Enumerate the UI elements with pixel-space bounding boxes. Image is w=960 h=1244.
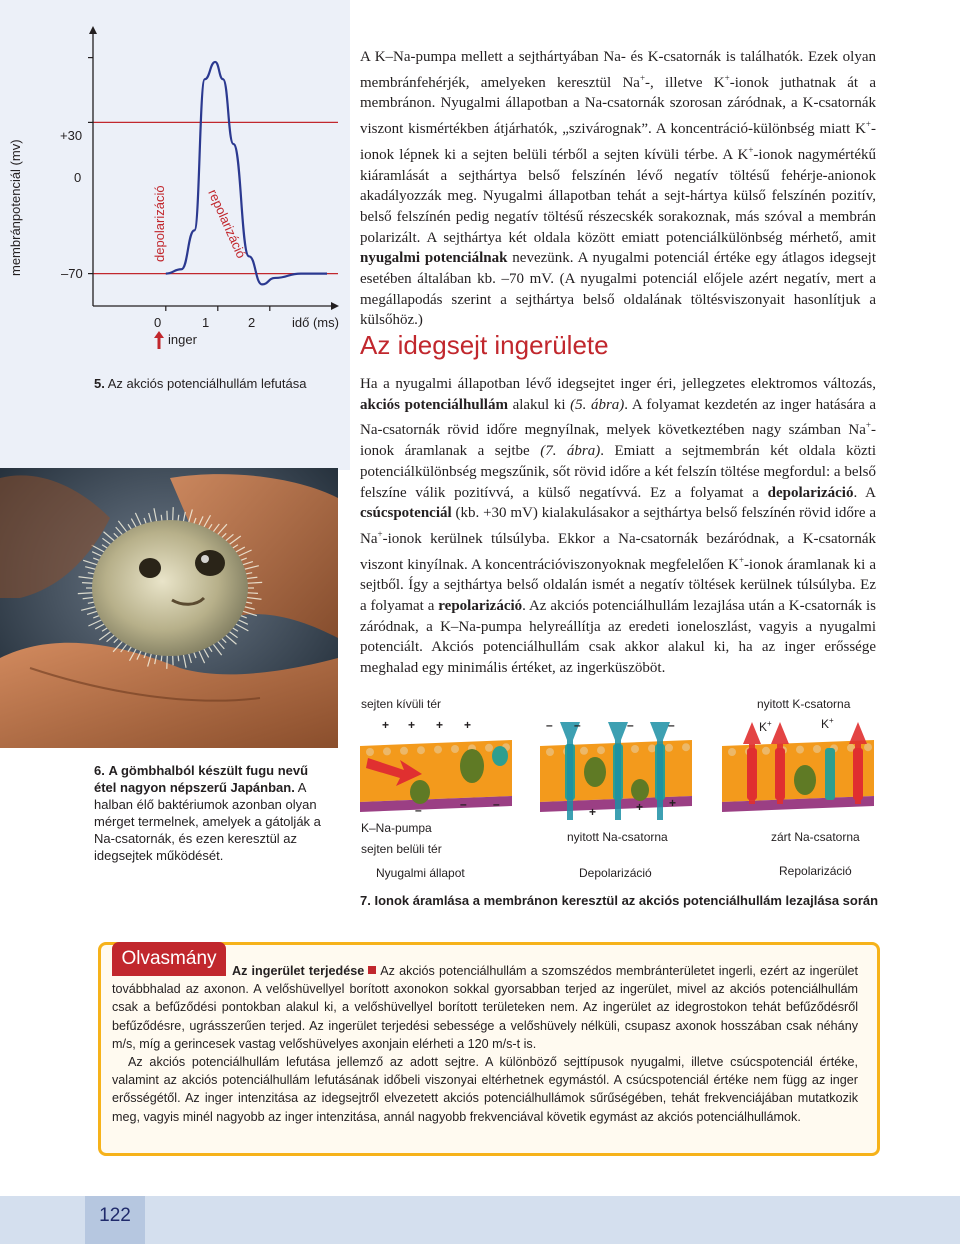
depolarization-label: depolarizáció bbox=[152, 185, 167, 262]
inside-space-label: sejten belüli tér bbox=[361, 842, 442, 856]
intro-paragraph: A K–Na-pumpa mellett a sejthártyában Na- és K-csatornák is találhatók. Ezek olyan membránfehérjék, amelyeken keresztül Na+-, illetve K+-ionok juthatnak át a membránon. Nyugalmi állapotban a Na-csatornák szorosan záródnak, a K-csatornák viszont kismértékben átjárhatók, „szivárognak”. A koncentráció-különbség miatt K+-ionok lépnek ki a sejten belüli térből a sejten kívüli térbe. A K+-ionok nagymértékű kiáramlását a sejthártya belső felszínén lévő negatív töltésű fehérje-anionok akadályozzák meg. Nyugalmi állapotban tehát a sejt-hártya külső felszínén pozitív, belső felszínén pedig negatív töltésű részecskék sorakoznak, más szóval a membrán polarizált. A sejthártya két oldala között emiatt potenciálkülönbség mérhető, amit nyugalmi potenciálnak nevezünk. A nyugalmi potenciál értéke egy átlagos idegsejt esetében általában kb. –70 mV. (A nyugalmi potenciál előjele azért negatív, mert a megállapodás szerint a sejthártya belső oldalának töltésviszonyait hasonlítjuk a külsőhöz.) bbox=[360, 49, 876, 329]
x-tick-0: 0 bbox=[154, 315, 162, 330]
plus-sign: + bbox=[408, 718, 416, 732]
action-potential-graph bbox=[0, 0, 350, 360]
k-na-pump-icon bbox=[460, 749, 484, 783]
minus-sign: – bbox=[546, 718, 553, 732]
closed-na-channel-label: zárt Na-csatorna bbox=[771, 830, 860, 844]
section-heading: Az idegsejt ingerülete bbox=[360, 330, 609, 360]
panel-label-repolarization: Repolarizáció bbox=[779, 864, 852, 878]
minus-sign: – bbox=[460, 797, 467, 811]
x-tick-2: 2 bbox=[248, 315, 256, 330]
minus-sign: – bbox=[493, 797, 500, 811]
plus-sign: + bbox=[636, 800, 644, 814]
k-ion-label-1: K+ bbox=[759, 719, 772, 734]
plus-sign: + bbox=[589, 805, 597, 819]
y-tick-plus30: +30 bbox=[60, 128, 83, 143]
bullet-square-icon bbox=[368, 966, 376, 974]
y-axis-arrow-icon bbox=[89, 26, 97, 34]
figure-6-caption: 6. A gömbhalból készült fugu nevű étel nagyon népszerű Japánban. A halban élő baktériumok azonban olyan mérget termelnek, amelyek a gátolják a Na-csatornák, és ezen keresztül az idegsejtek működését. bbox=[94, 763, 321, 863]
repolarization-label: repolarizáció bbox=[205, 187, 249, 261]
k-na-pump-icon bbox=[584, 757, 606, 787]
x-tick-1: 1 bbox=[202, 315, 210, 330]
plus-sign: + bbox=[464, 718, 472, 732]
open-k-channel-label: nyitott K-csatorna bbox=[757, 697, 851, 711]
k-na-pump-icon bbox=[410, 780, 430, 804]
stimulus-arrow-icon bbox=[153, 330, 165, 350]
y-tick-minus70: –70 bbox=[61, 266, 83, 281]
reading-box-text: Az ingerület terjedése Az akciós potenciálhullám a szomszédos membránterületet ingerli, ezért az ingerület továbbhalad az axonon. A velőshüvellyel borított axonokon sokkal gyorsabban terjed az ingerület, mivel az akciós potenciálhullám csak a befűződési pontokban alakul ki, a velőshüvellyel borított területeken nem. Az ingerület az idegrostokon tehát befűződésről befűződésre, ugrásszerűen terjed. Az ingerület terjedési sebessége a velőshüvely nélküli, csupasz axonok hosszában csak néhány m/s, míg a gerincesek vastag velőshüvelyes axonjain elérheti a 120 m/s-t is. Az akciós potenciálhullám lefutása jellemző az adott sejtre. A különböző sejttípusok nyugalmi, illetve csúcspotenciál értéke, valamint az akciós potenciálhullám lefutásának időbeli viszonyai eltérhetnek egymástól. A csúcspotenciál értéke nem függ az inger erősségétől. Az inger intenzitása az idegsejtről elvezetett akciós potenciálhullámok sűrűségében, tehát frekvenciájában mutatkozik meg, vagyis minél nagyobb az inger intenzitása, annál nagyobb frekvenciával követik egymást az akciós potenciálhullámok. bbox=[112, 964, 858, 1124]
minus-sign: – bbox=[668, 718, 675, 732]
k-na-pump-icon bbox=[794, 765, 816, 795]
open-na-channel-label: nyitott Na-csatorna bbox=[567, 830, 668, 844]
y-tick-zero: 0 bbox=[74, 170, 82, 185]
minus-sign: – bbox=[574, 718, 581, 732]
panel-label-depolarization: Depolarizáció bbox=[579, 866, 652, 880]
reading-box-title: Az ingerület terjedése bbox=[232, 964, 365, 978]
x-axis-arrow-icon bbox=[331, 302, 339, 310]
page-number: 122 bbox=[99, 1205, 131, 1226]
section-paragraph: Ha a nyugalmi állapotban lévő idegsejtet inger éri, jellegzetes elektromos változás, akciós potenciálhullám alakul ki (5. ábra). A folyamat kezdetén az inger hatására a Na-csatornák rövid időre megnyílnak, melyek következtében nagy számban Na+-ionok áramlanak a sejtbe (7. ábra). Emiatt a sejtmembrán két oldala közti potenciálkülönbség megszűnik, sőt rövid időre a két felszín töltése megfordul: a belső felszíne válik pozitívvá, a külső negatívvá. Ez a folyamat a depolarizáció. A csúcspotenciál (kb. +30 mV) kialakulásakor a sejthártya belső felszínén rövid időre a Na+-ionok kerülnek túlsúlyba. Ekkor a Na-csatornák bezáródnak, a K-csatornák viszont kinyílnak. A koncentrációviszonyoknak megfelelően K+-ionok áramlanak ki a sejtből. Így a sejthártya belső oldalán ismét a negatív töltések kerülnek túlsúlyba. Ez a folyamat a repolarizáció. Az akciós potenciálhullám lezajlása után a K-csatornák is záródnak, a K–Na-pumpa helyreállítja az eredeti ioneloszlást, vagyis a nyugalmi potenciált. Akciós potenciálhullám csak akkor alakul ki, ha az inger erőssége meghalad egy minimális értéket, az ingerküszöböt. bbox=[360, 376, 876, 677]
minus-sign: – bbox=[415, 803, 422, 817]
x-axis-label: idő (ms) bbox=[292, 315, 339, 330]
minus-sign: – bbox=[627, 718, 634, 732]
stimulus-label: inger bbox=[168, 332, 197, 347]
figure-5-caption: 5. Az akciós potenciálhullám lefutása bbox=[94, 376, 307, 391]
k-na-pump-icon bbox=[631, 779, 649, 801]
reading-box-tab: Olvasmány bbox=[112, 942, 226, 976]
closed-na-channel-icon bbox=[825, 748, 835, 800]
plus-sign: + bbox=[436, 718, 444, 732]
channel-protein-icon bbox=[492, 746, 508, 766]
k-ion-label-2: K+ bbox=[821, 716, 834, 731]
plus-sign: + bbox=[382, 718, 390, 732]
graph-y-axis-label: membránpotenciál (mv) bbox=[8, 139, 23, 276]
outside-space-label: sejten kívüli tér bbox=[361, 697, 442, 711]
panel-label-resting: Nyugalmi állapot bbox=[376, 866, 465, 880]
figure-7-caption: 7. Ionok áramlása a membránon keresztül az akciós potenciálhullám lezajlása során bbox=[360, 893, 879, 908]
pump-label: K–Na-pumpa bbox=[361, 821, 432, 835]
pufferfish-photo bbox=[0, 468, 338, 748]
plus-sign: + bbox=[669, 796, 677, 810]
